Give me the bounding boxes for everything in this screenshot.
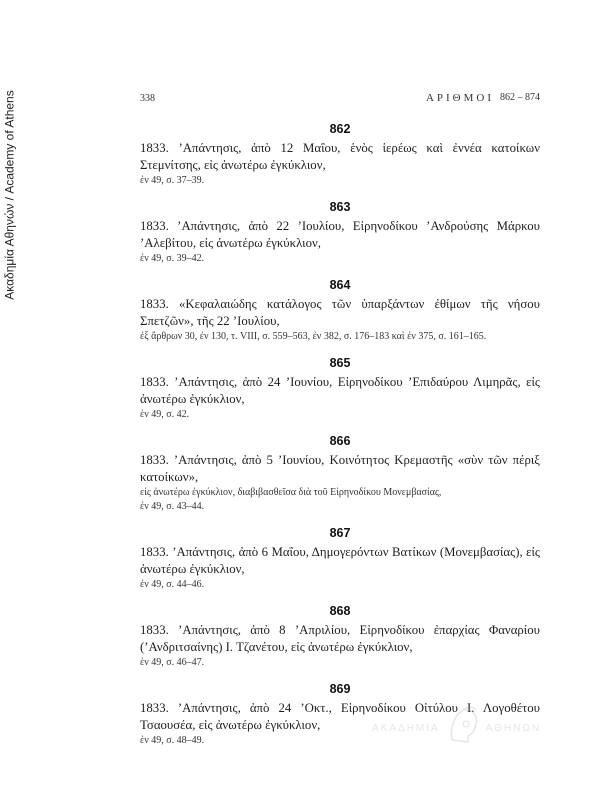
entry-reference: ἐξ ἄρθρων 30, ἐν 130, τ. VIII, σ. 559–563, ἐν 382, σ. 176–183 καὶ ἐν 375, σ. 161–165. xyxy=(140,331,487,342)
entry-866 xyxy=(140,434,540,514)
entry-subtext: εἰς ἀνωτέρω ἐγκύκλιον, διαβιβασθεῖσα διὰ τοῦ Εἰρηνοδίκου Μονεμβασίας, xyxy=(140,487,442,498)
entry-reference: ἐν 49, σ. 43–44. xyxy=(140,501,205,512)
entry-number: 866 xyxy=(329,434,351,448)
page-number: 338 xyxy=(140,93,155,104)
entry-863 xyxy=(140,200,540,266)
entry-reference: ἐν 49, σ. 42. xyxy=(140,409,190,420)
entry-text: 1833. ’Απάντησις, ἀπὸ 22 ’Ιουλίου, Εἰρηνοδίκου ’Ανδρούσης Μάρκου ’Αλεβίτου, εἰς ἀνωτέρω ἐγκύκλιον, xyxy=(140,219,540,250)
entry-reference: ἐν 49, σ. 46–47. xyxy=(140,657,205,668)
academy-watermark xyxy=(372,706,572,750)
entry-text: 1833. ’Απάντησις, ἀπὸ 6 Μαΐου, Δημογερόντων Βατίκων (Μονεμβασίας), εἰς ἀνωτέρω ἐγκύκλιον, xyxy=(140,545,540,576)
entry-number: 864 xyxy=(329,278,351,292)
side-label-text: Ακαδημία Αθηνών / Academy of Athens xyxy=(3,90,17,300)
header-right xyxy=(426,92,540,104)
entry-range: 862 – 874 xyxy=(500,92,540,103)
entry-text: 1833. ’Απάντησις, ἀπὸ 5 ’Ιουνίου, Κοινότητος Κρεμαστῆς «σὺν τῶν πέριξ κατοίκων», xyxy=(140,453,540,484)
entry-865 xyxy=(140,356,540,422)
archive-side-label xyxy=(2,30,18,360)
entry-text: 1833. «Κεφαλαιώδης κατάλογος τῶν ὑπαρξάντων ἐθίμων τῆς νήσου Σπετζῶν», τῆς 22 ’Ιουλίου, xyxy=(140,297,540,328)
entry-reference: ἐν 49, σ. 44–46. xyxy=(140,579,205,590)
entry-number: 865 xyxy=(329,356,351,370)
entry-number: 867 xyxy=(329,526,351,540)
helmet-logo-icon xyxy=(446,706,480,750)
watermark-left-text: ΑΚΑΔΗΜΙΑ xyxy=(372,722,440,734)
entry-number: 862 xyxy=(329,122,351,136)
entry-text: 1833. ’Απάντησις, ἀπὸ 24 ’Ιουνίου, Εἰρηνοδίκου ’Επιδαύρου Λιμηρᾶς, εἰς ἀνωτέρω ἐγκύκλιον, xyxy=(140,375,540,406)
entry-868 xyxy=(140,604,540,670)
entry-text: 1833. ’Απάντησις, ἀπὸ 12 Μαΐου, ἑνὸς ἱερέως καὶ ἐννέα κατοίκων Στεμνίτσης, εἰς ἀνωτέρω ἐγκύκλιον, xyxy=(140,141,540,172)
entry-number: 868 xyxy=(329,604,351,618)
entry-text: 1833. ’Απάντησις, ἀπὸ 24 ’Οκτ., Εἰρηνοδίκου Οἰτύλου Ι. Λογοθέτου Τσαουσέα, εἰς ἀνωτέρω ἐγκύκλιον, xyxy=(140,701,540,732)
document-page xyxy=(140,92,540,760)
entry-text: 1833. ’Απάντησις, ἀπὸ 8 ’Απριλίου, Εἰρηνοδίκου ἐπαρχίας Φαναρίου (’Ανδριτσαίνης) Ι. Τζανέτου, εἰς ἀνωτέρω ἐγκύκλιον, xyxy=(140,623,540,654)
entry-number: 863 xyxy=(329,200,351,214)
entry-reference: ἐν 49, σ. 39–42. xyxy=(140,253,205,264)
running-header xyxy=(140,92,540,104)
entry-reference: ἐν 49, σ. 37–39. xyxy=(140,175,205,186)
entry-number: 869 xyxy=(329,682,351,696)
section-title: ΑΡΙΘΜΟΙ xyxy=(425,92,494,104)
entry-867 xyxy=(140,526,540,592)
entry-862 xyxy=(140,122,540,188)
watermark-right-text: ΑΘΗΝΩΝ xyxy=(485,722,542,734)
entry-reference: ἐν 49, σ. 48–49. xyxy=(140,735,205,746)
entry-864 xyxy=(140,278,540,344)
